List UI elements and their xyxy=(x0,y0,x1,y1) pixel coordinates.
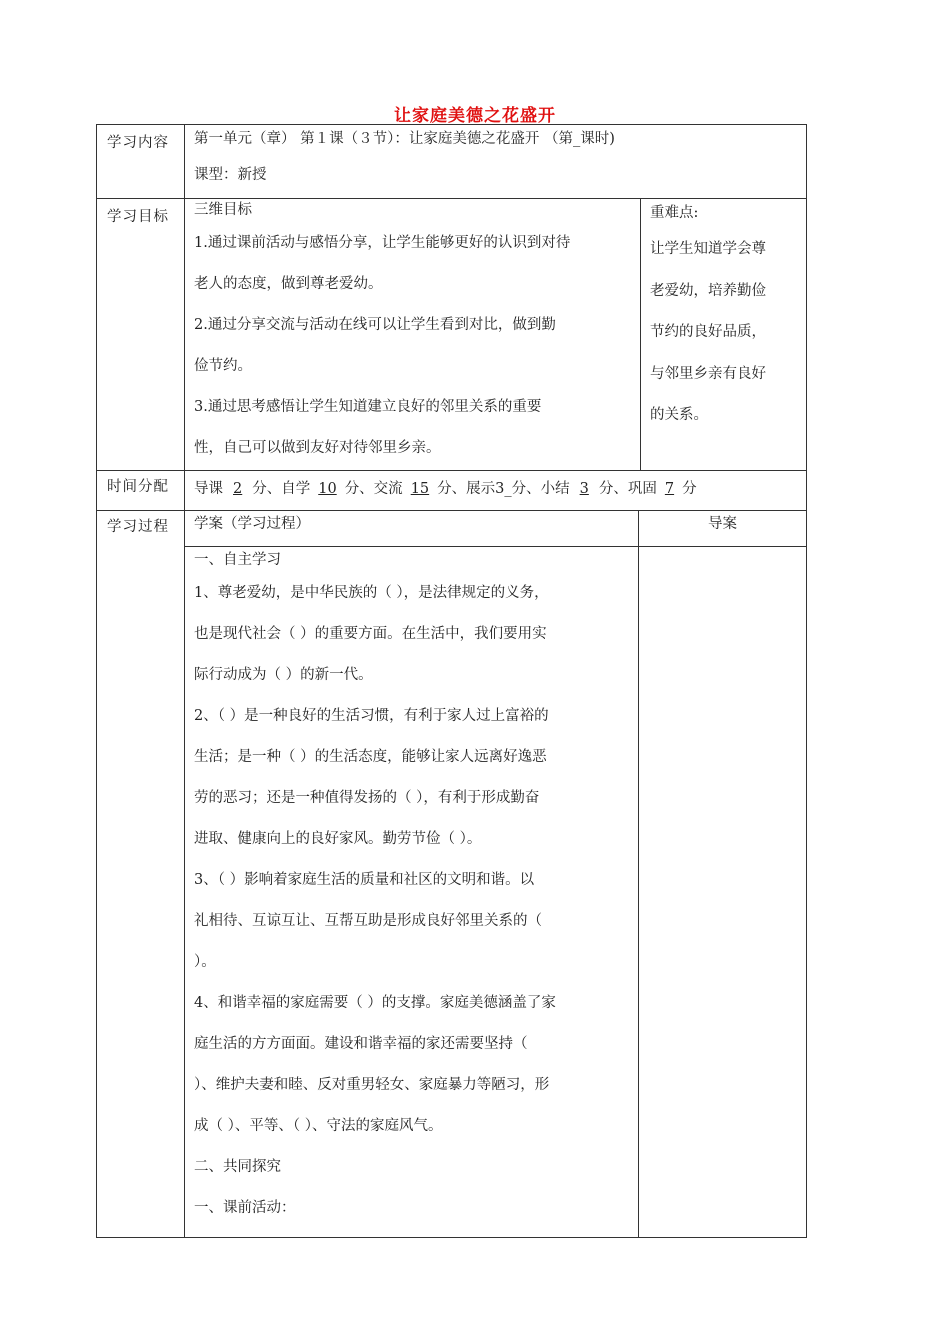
plan-line: 际行动成为（ ）的新一代。 xyxy=(194,667,373,683)
key-point-line: 让学生知道学会尊 xyxy=(650,241,766,257)
plan-line: 成（ ）、平等、（ ）、守法的家庭风气。 xyxy=(194,1118,443,1134)
key-point-line: 老爱幼，培养勤俭 xyxy=(650,282,766,299)
label-time: 时间分配 xyxy=(97,471,185,511)
plan-header-cell xyxy=(185,511,639,547)
plan-line: 4、和谐幸福的家庭需要（ ）的支撑。家庭美德涵盖了家 xyxy=(194,995,556,1011)
plan-line: 一、课前活动： xyxy=(194,1200,296,1216)
label-process: 学习过程 xyxy=(97,511,185,1238)
goals-heading: 三维目标 xyxy=(194,202,252,218)
page-title: 让家庭美德之花盛开 xyxy=(394,106,556,126)
row-time xyxy=(97,471,807,511)
guide-header: 导案 xyxy=(708,516,738,532)
plan-line: 庭生活的方方面面。建设和谐幸福的家还需要坚持（ xyxy=(194,1036,528,1052)
time-cell xyxy=(185,471,807,511)
key-point-line: 的关系。 xyxy=(650,407,708,423)
plan-line: ）、维护夫妻和睦、反对重男轻女、家庭暴力等陋习，形 xyxy=(194,1077,550,1093)
goal-line: 2.通过分享交流与活动在线可以让学生看到对比，做到勤 xyxy=(194,317,556,333)
goal-line: 性，自己可以做到友好对待邻里乡亲。 xyxy=(194,440,441,456)
guide-body-cell xyxy=(639,547,807,1238)
key-point-line: 节约的良好品质， xyxy=(650,324,766,340)
plan-line: 礼相待、互谅互让、互帮互助是形成良好邻里关系的（ xyxy=(194,913,542,929)
content-cell xyxy=(185,125,807,199)
key-points-heading: 重难点: xyxy=(650,205,699,221)
plan-line: 也是现代社会（ ）的重要方面。在生活中，我们要用实 xyxy=(194,626,547,642)
plan-line: ）。 xyxy=(194,954,216,970)
row-process-body xyxy=(97,547,807,1238)
plan-line: 进取、健康向上的良好家风。勤劳节俭（ ）。 xyxy=(194,831,482,847)
goal-line: 老人的态度，做到尊老爱幼。 xyxy=(194,276,383,292)
plan-line: 劳的恶习；还是一种值得发扬的（ ），有利于形成勤奋 xyxy=(194,790,540,806)
goals-cell xyxy=(185,199,641,471)
plan-line: 生活；是一种（ ）的生活态度，能够让家人远离好逸恶 xyxy=(194,749,547,765)
lesson-plan-table xyxy=(96,124,807,1238)
content-line-2: 课型：新授 xyxy=(194,167,267,183)
goal-line: 俭节约。 xyxy=(194,358,252,374)
label-content: 学习内容 xyxy=(97,125,185,199)
content-line-1: 第一单元（章） 第１课（３节）：让家庭美德之花盛开 （第_课时) xyxy=(194,131,615,147)
goal-line: 3.通过思考感悟让学生知道建立良好的邻里关系的重要 xyxy=(194,399,542,415)
plan-line: 1、尊老爱幼，是中华民族的（ ），是法律规定的义务， xyxy=(194,585,549,601)
plan-header: 学案（学习过程） xyxy=(194,516,310,532)
row-process-header xyxy=(97,511,807,547)
time-allocation: 导课 2 分、自学 10 分、交流 15 分、展示3_分、小结 3 分、巩固 7 分 xyxy=(194,481,697,497)
section-heading: 二、共同探究 xyxy=(194,1159,281,1175)
plan-body-cell xyxy=(185,547,639,1238)
label-goals: 学习目标 xyxy=(97,199,185,471)
section-heading: 一、自主学习 xyxy=(194,552,281,568)
key-points-cell xyxy=(641,199,807,471)
plan-line: 3、（ ）影响着家庭生活的质量和社区的文明和谐。以 xyxy=(194,872,535,888)
goal-line: 1.通过课前活动与感悟分享，让学生能够更好的认识到对待 xyxy=(194,235,571,251)
row-goals xyxy=(97,199,807,471)
plan-line: 2、（ ）是一种良好的生活习惯，有利于家人过上富裕的 xyxy=(194,708,549,724)
row-content xyxy=(97,125,807,199)
guide-header-cell xyxy=(639,511,807,547)
key-point-line: 与邻里乡亲有良好 xyxy=(650,365,766,382)
